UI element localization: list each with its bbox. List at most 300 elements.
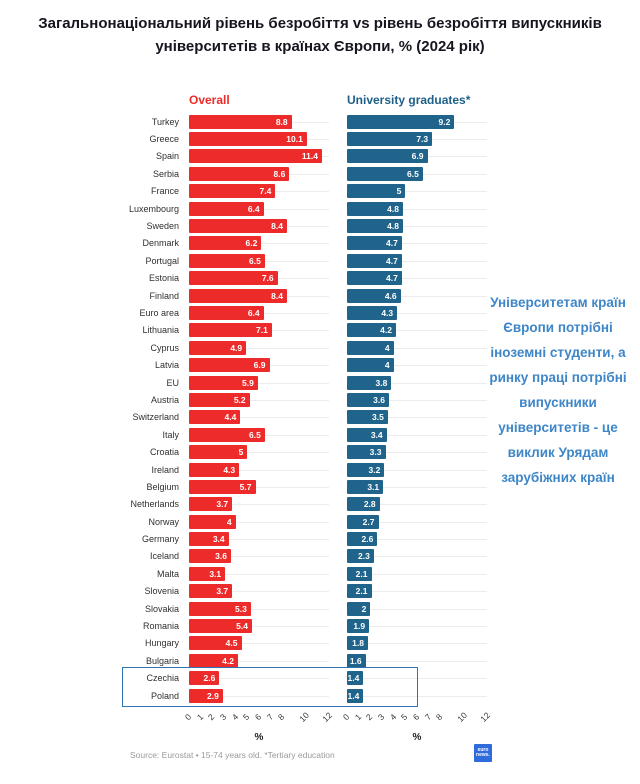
overall-bar-value: 6.2: [245, 238, 258, 249]
graduates-bar-value: 4.2: [380, 325, 392, 336]
country-label: Italy: [162, 429, 179, 440]
graduates-plot-cell: [347, 513, 487, 530]
overall-bar-value: 3.7: [216, 499, 229, 510]
overall-plot-cell: [189, 270, 329, 287]
source-note: Source: Eurostat • 15-74 years old. *Tertiary education: [130, 750, 335, 760]
overall-plot-cell: [189, 235, 329, 252]
overall-bar-value: 4.3: [223, 464, 236, 475]
graduates-bar-value: 2.3: [358, 551, 370, 562]
overall-bar-value: 4.4: [224, 412, 237, 423]
graduates-bar: [347, 689, 363, 703]
graduates-bar: [347, 428, 387, 442]
graduates-bar-value: 3.8: [375, 377, 388, 388]
graduates-plot-cell: [347, 252, 487, 269]
axis-tick: 5: [241, 711, 252, 723]
graduates-plot-cell: [347, 304, 487, 321]
graduates-plot-cell: [347, 600, 487, 617]
graduates-bar-value: 4.7: [386, 273, 398, 284]
graduates-plot-cell: [347, 635, 487, 652]
overall-bar-value: 8.4: [271, 290, 283, 301]
graduates-bar: [347, 654, 366, 668]
graduates-plot-cell: [347, 113, 487, 130]
graduates-bar: [347, 584, 372, 598]
country-label: Portugal: [145, 255, 179, 266]
axis-tick: 8: [434, 711, 445, 723]
country-label: Greece: [149, 134, 179, 145]
overall-plot-cell: [189, 391, 329, 408]
country-label: Romania: [142, 621, 179, 632]
country-label: Luxembourg: [128, 203, 179, 214]
graduates-bar-value: 9.2: [438, 116, 451, 127]
country-row: [0, 652, 490, 669]
overall-bar-value: 4: [226, 516, 232, 527]
country-row: [0, 565, 490, 582]
country-row: [0, 165, 490, 182]
country-row: [0, 130, 490, 147]
graduates-bar-value: 6.9: [411, 151, 424, 162]
country-label: Lithuania: [142, 325, 179, 336]
axis-tick: 7: [422, 711, 433, 723]
axis-tick: 0: [340, 711, 352, 723]
graduates-bar: [347, 323, 396, 337]
graduates-plot-cell: [347, 235, 487, 252]
country-label: Latvia: [154, 360, 179, 371]
overall-bar-value: 11.4: [301, 151, 318, 162]
overall-bar-value: 6.4: [247, 203, 260, 214]
axis-tick: 3: [217, 711, 229, 723]
overall-plot-cell: [189, 478, 329, 495]
graduates-bar-value: 2.7: [362, 516, 375, 527]
axis-tick: 10: [296, 710, 311, 724]
graduates-bar: [347, 549, 374, 563]
axis-tick: 4: [387, 711, 398, 723]
overall-bar-value: 6.4: [247, 307, 260, 318]
graduates-bar: [347, 532, 377, 546]
overall-bar-value: 7.6: [261, 273, 274, 284]
axis-tick: 12: [478, 710, 492, 724]
graduates-plot-cell: [347, 478, 487, 495]
graduates-bar: [347, 306, 397, 320]
overall-bar: [189, 515, 236, 529]
overall-bar-value: 4.5: [225, 638, 238, 649]
overall-bar: [189, 115, 292, 129]
country-row: [0, 426, 490, 443]
overall-bar: [189, 271, 278, 285]
country-label: Sweden: [146, 221, 179, 232]
overall-plot-cell: [189, 652, 329, 669]
graduates-bar: [347, 184, 405, 198]
graduates-bar: [347, 515, 379, 529]
row-gridline: [347, 678, 487, 679]
overall-bar: [189, 654, 238, 668]
overall-bar-value: 8.6: [273, 168, 286, 179]
overall-bar-value: 2.9: [207, 690, 219, 701]
row-gridline: [347, 643, 487, 644]
country-label: Switzerland: [132, 412, 179, 423]
overall-bar: [189, 619, 252, 633]
country-label: Serbia: [152, 168, 179, 179]
graduates-bar-value: 5: [396, 186, 402, 197]
country-row: [0, 496, 490, 513]
overall-bar: [189, 149, 322, 163]
graduates-plot-cell: [347, 165, 487, 182]
overall-plot-cell: [189, 356, 329, 373]
graduates-plot-cell: [347, 409, 487, 426]
graduates-bar-value: 2.6: [361, 534, 374, 545]
euronews-logo: [474, 744, 492, 762]
overall-bar: [189, 323, 272, 337]
graduates-bar-value: 2.1: [355, 568, 368, 579]
overall-bar-value: 3.7: [216, 586, 229, 597]
overall-bar: [189, 376, 258, 390]
overall-bar-value: 6.9: [253, 360, 266, 371]
overall-plot-cell: [189, 148, 329, 165]
overall-plot-cell: [189, 426, 329, 443]
graduates-bar-value: 2.8: [363, 499, 376, 510]
graduates-bar-value: 4.7: [386, 238, 398, 249]
x-axis-label-graduates: %: [412, 732, 422, 743]
overall-bar-value: 3.4: [212, 534, 225, 545]
overall-bar-value: 5: [238, 447, 244, 458]
country-row: [0, 183, 490, 200]
overall-plot-cell: [189, 322, 329, 339]
country-label: Iceland: [149, 551, 179, 562]
graduates-bar-value: 3.6: [373, 394, 385, 405]
overall-plot-cell: [189, 617, 329, 634]
overall-plot-cell: [189, 530, 329, 547]
graduates-bar: [347, 480, 383, 494]
graduates-bar: [347, 236, 402, 250]
overall-plot-cell: [189, 443, 329, 460]
country-label: Slovakia: [144, 603, 179, 614]
axis-tick: 0: [182, 711, 194, 723]
overall-bar-value: 6.5: [249, 255, 261, 266]
country-label: Euro area: [139, 307, 179, 318]
country-label: Belgium: [146, 481, 179, 492]
graduates-bar: [347, 393, 389, 407]
country-row: [0, 113, 490, 130]
country-row: [0, 530, 490, 547]
overall-plot-cell: [189, 600, 329, 617]
overall-bar: [189, 428, 265, 442]
country-row: [0, 687, 490, 704]
graduates-bar-value: 4.8: [387, 203, 399, 214]
overall-bar: [189, 219, 287, 233]
overall-plot-cell: [189, 583, 329, 600]
country-row: [0, 217, 490, 234]
overall-bar: [189, 132, 307, 146]
country-label: Netherlands: [130, 499, 179, 510]
country-row: [0, 287, 490, 304]
graduates-plot-cell: [347, 183, 487, 200]
graduates-bar: [347, 497, 380, 511]
overall-plot-cell: [189, 670, 329, 687]
overall-bar: [189, 497, 232, 511]
country-label: Denmark: [142, 238, 179, 249]
graduates-plot-cell: [347, 426, 487, 443]
overall-bar-value: 5.9: [242, 377, 254, 388]
x-axis-label-overall: %: [254, 732, 264, 743]
axis-tick: 2: [206, 711, 217, 723]
overall-plot-cell: [189, 635, 329, 652]
overall-bar-value: 5.4: [236, 621, 248, 632]
graduates-plot-cell: [347, 322, 487, 339]
graduates-bar: [347, 202, 403, 216]
axis-tick: 12: [320, 710, 334, 724]
graduates-plot-cell: [347, 287, 487, 304]
graduates-bar: [347, 254, 402, 268]
overall-bar: [189, 671, 219, 685]
country-label: Spain: [155, 151, 179, 162]
overall-bar: [189, 184, 275, 198]
overall-bar-value: 7.4: [259, 186, 272, 197]
graduates-bar: [347, 289, 401, 303]
graduates-bar-value: 2: [361, 603, 367, 614]
overall-bar: [189, 636, 242, 650]
graduates-plot-cell: [347, 496, 487, 513]
country-label: Finland: [149, 290, 179, 301]
series-header-graduates: University graduates*: [347, 93, 471, 107]
graduates-plot-cell: [347, 391, 487, 408]
overall-bar: [189, 289, 287, 303]
country-row: [0, 270, 490, 287]
graduates-bar: [347, 636, 368, 650]
country-label: Poland: [150, 690, 179, 701]
axis-tick: 6: [252, 711, 264, 723]
overall-bar: [189, 306, 264, 320]
graduates-bar: [347, 358, 394, 372]
graduates-plot-cell: [347, 583, 487, 600]
overall-plot-cell: [189, 461, 329, 478]
graduates-bar: [347, 341, 394, 355]
country-label: Ireland: [151, 464, 179, 475]
graduates-bar: [347, 271, 402, 285]
country-row: [0, 235, 490, 252]
graduates-bar: [347, 167, 423, 181]
x-axis-graduates: [340, 706, 492, 732]
country-row: [0, 200, 490, 217]
graduates-bar: [347, 619, 369, 633]
overall-plot-cell: [189, 130, 329, 147]
overall-plot-cell: [189, 252, 329, 269]
overall-bar: [189, 480, 256, 494]
overall-bar: [189, 167, 289, 181]
graduates-plot-cell: [347, 565, 487, 582]
graduates-bar-value: 1.4: [347, 673, 360, 684]
country-label: Turkey: [151, 116, 179, 127]
annotation-text: Університетам країн Європи потрібні іноземні студенти, а ринку праці потрібні випускники університетів - це виклик Урядам зарубіжних країн: [489, 295, 627, 485]
country-row: [0, 600, 490, 617]
overall-bar: [189, 532, 229, 546]
graduates-plot-cell: [347, 339, 487, 356]
graduates-plot-cell: [347, 148, 487, 165]
country-row: [0, 374, 490, 391]
overall-bar-value: 8.4: [271, 221, 283, 232]
country-row: [0, 461, 490, 478]
country-label: Estonia: [148, 273, 179, 284]
graduates-bar-value: 1.4: [347, 690, 360, 701]
overall-plot-cell: [189, 287, 329, 304]
overall-bar: [189, 393, 250, 407]
overall-bar: [189, 602, 251, 616]
graduates-plot-cell: [347, 548, 487, 565]
graduates-bar-value: 4.8: [387, 221, 399, 232]
overall-bar: [189, 445, 247, 459]
country-label: France: [150, 186, 179, 197]
graduates-bar: [347, 671, 363, 685]
graduates-bar: [347, 602, 370, 616]
graduates-bar-value: 3.4: [370, 429, 383, 440]
x-axis-overall: [182, 706, 334, 732]
graduates-bar-value: 1.9: [353, 621, 366, 632]
overall-bar: [189, 341, 246, 355]
graduates-bar-value: 3.1: [367, 481, 380, 492]
graduates-bar-value: 4: [384, 360, 390, 371]
country-row: [0, 304, 490, 321]
overall-bar-value: 7.1: [256, 325, 268, 336]
graduates-bar-value: 2.1: [355, 586, 368, 597]
overall-bar: [189, 567, 225, 581]
page-title-line1: Загальнонаціональний рівень безробіття vs рівень безробіття випускників: [38, 15, 602, 32]
country-label: Germany: [141, 534, 179, 545]
overall-plot-cell: [189, 565, 329, 582]
country-row: [0, 583, 490, 600]
country-label: Bulgaria: [145, 655, 179, 666]
overall-plot-cell: [189, 409, 329, 426]
country-row: [0, 148, 490, 165]
graduates-bar-value: 1.6: [349, 655, 362, 666]
axis-tick: 4: [229, 711, 240, 723]
country-label: Czechia: [146, 673, 179, 684]
graduates-bar: [347, 410, 388, 424]
graduates-plot-cell: [347, 687, 487, 704]
country-label: Norway: [148, 516, 179, 527]
country-label: Cyprus: [150, 342, 179, 353]
country-row: [0, 409, 490, 426]
country-row: [0, 322, 490, 339]
axis-tick: 8: [276, 711, 287, 723]
overall-plot-cell: [189, 687, 329, 704]
axis-tick: 7: [264, 711, 275, 723]
overall-bar: [189, 202, 264, 216]
overall-bar-value: 5.3: [235, 603, 247, 614]
overall-bar: [189, 549, 231, 563]
euronews-logo-line2: news.: [476, 752, 490, 758]
axis-tick: 6: [410, 711, 422, 723]
page-title-line2: університетів в країнах Європи, % (2024 рік): [155, 38, 485, 55]
graduates-bar-value: 4.6: [384, 290, 397, 301]
overall-bar-value: 4.2: [222, 655, 234, 666]
country-label: Croatia: [149, 447, 179, 458]
country-row: [0, 339, 490, 356]
country-label: Austria: [150, 394, 179, 405]
series-header-overall: Overall: [189, 93, 230, 107]
graduates-bar-value: 3.5: [372, 412, 384, 423]
overall-plot-cell: [189, 374, 329, 391]
country-label: Slovenia: [144, 586, 179, 597]
overall-plot-cell: [189, 217, 329, 234]
overall-plot-cell: [189, 548, 329, 565]
country-label: EU: [166, 377, 179, 388]
axis-tick: 1: [194, 711, 205, 723]
country-row: [0, 670, 490, 687]
graduates-plot-cell: [347, 461, 487, 478]
overall-bar-value: 3.1: [209, 568, 222, 579]
overall-bar-value: 8.8: [275, 116, 288, 127]
overall-bar-value: 6.5: [249, 429, 261, 440]
overall-bar: [189, 358, 270, 372]
overall-plot-cell: [189, 113, 329, 130]
country-label: Malta: [156, 568, 179, 579]
overall-plot-cell: [189, 183, 329, 200]
country-row: [0, 513, 490, 530]
graduates-bar-value: 4.7: [386, 255, 398, 266]
row-gridline: [347, 696, 487, 697]
overall-bar: [189, 236, 261, 250]
country-row: [0, 356, 490, 373]
overall-bar: [189, 254, 265, 268]
graduates-plot-cell: [347, 130, 487, 147]
country-row: [0, 443, 490, 460]
country-label: Hungary: [144, 638, 179, 649]
bar-chart-rows: [0, 113, 490, 704]
graduates-plot-cell: [347, 530, 487, 547]
graduates-bar-value: 3.3: [369, 447, 382, 458]
row-gridline: [347, 661, 487, 662]
euronews-logo-line1: euro: [477, 746, 489, 753]
country-row: [0, 252, 490, 269]
graduates-bar: [347, 567, 372, 581]
graduates-bar-value: 7.3: [416, 134, 429, 145]
overall-bar: [189, 410, 240, 424]
axis-tick: 5: [399, 711, 410, 723]
overall-bar-value: 5.7: [239, 481, 252, 492]
graduates-plot-cell: [347, 270, 487, 287]
graduates-bar: [347, 445, 386, 459]
country-row: [0, 548, 490, 565]
overall-bar: [189, 689, 223, 703]
graduates-bar: [347, 376, 391, 390]
graduates-plot-cell: [347, 617, 487, 634]
overall-bar-value: 4.9: [230, 342, 243, 353]
country-row: [0, 478, 490, 495]
country-row: [0, 617, 490, 634]
overall-plot-cell: [189, 339, 329, 356]
page-title: [0, 12, 640, 58]
axis-tick: 10: [454, 710, 469, 724]
overall-plot-cell: [189, 496, 329, 513]
country-row: [0, 635, 490, 652]
country-row: [0, 391, 490, 408]
graduates-plot-cell: [347, 670, 487, 687]
overall-bar-value: 10.1: [286, 134, 303, 145]
axis-tick: 1: [352, 711, 363, 723]
graduates-bar-value: 1.8: [352, 638, 364, 649]
graduates-bar-value: 3.2: [368, 464, 381, 475]
graduates-plot-cell: [347, 443, 487, 460]
overall-bar: [189, 463, 239, 477]
axis-tick: 2: [364, 711, 375, 723]
axis-tick: 3: [375, 711, 387, 723]
overall-plot-cell: [189, 304, 329, 321]
graduates-bar: [347, 463, 384, 477]
graduates-bar-value: 6.5: [407, 168, 419, 179]
graduates-plot-cell: [347, 652, 487, 669]
overall-bar-value: 2.6: [203, 673, 216, 684]
graduates-bar: [347, 115, 454, 129]
graduates-plot-cell: [347, 200, 487, 217]
graduates-bar-value: 4: [384, 342, 390, 353]
